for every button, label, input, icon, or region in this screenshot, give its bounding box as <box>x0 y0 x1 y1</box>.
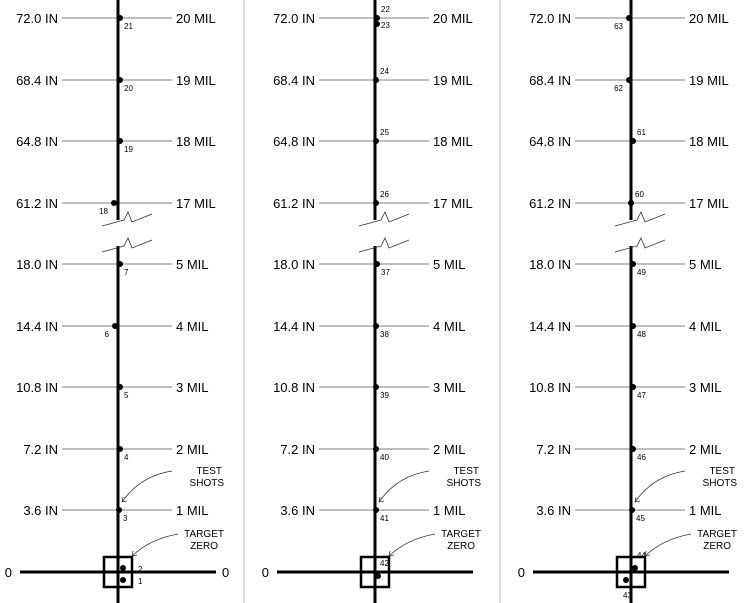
inch-label: 64.8 IN <box>529 134 571 149</box>
axis-break-lower <box>615 238 665 252</box>
shot-mark <box>111 200 117 206</box>
shot-mark <box>630 446 636 452</box>
inch-label: 7.2 IN <box>23 442 58 457</box>
shot-number: 60 <box>635 190 644 199</box>
mil-label: 3 MIL <box>176 380 209 395</box>
inch-label: 68.4 IN <box>16 73 58 88</box>
annotation-zero: ZERO <box>190 541 218 552</box>
shot-number: 44 <box>637 551 646 560</box>
shot-number: 45 <box>636 514 645 523</box>
zero-label-right: 0 <box>222 565 230 580</box>
inch-label: 72.0 IN <box>273 11 315 26</box>
shot-mark <box>626 15 632 21</box>
mil-label: 4 MIL <box>176 319 209 334</box>
zero-shot-mark <box>632 565 638 571</box>
mil-label: 18 MIL <box>176 134 216 149</box>
shot-mark <box>117 384 123 390</box>
annotation-target: TARGET <box>697 529 737 540</box>
target-panel-2 <box>262 0 482 603</box>
shot-number: 23 <box>381 21 390 30</box>
inch-label: 61.2 IN <box>16 196 58 211</box>
inch-label: 3.6 IN <box>536 503 571 518</box>
inch-label: 14.4 IN <box>529 319 571 334</box>
shot-number: 6 <box>104 330 109 339</box>
annotation-arrow <box>645 534 691 556</box>
zero-shot-mark <box>623 577 629 583</box>
shot-number: 26 <box>380 190 389 199</box>
inch-label: 68.4 IN <box>529 73 571 88</box>
shot-mark <box>116 507 122 513</box>
mil-label: 19 MIL <box>433 73 473 88</box>
mil-label: 4 MIL <box>689 319 722 334</box>
shot-mark <box>117 446 123 452</box>
annotation-zero: ZERO <box>447 541 475 552</box>
shot-mark <box>373 384 379 390</box>
shot-mark <box>373 323 379 329</box>
zero-label-left: 0 <box>261 565 269 580</box>
inch-label: 10.8 IN <box>273 380 315 395</box>
axis-break-upper <box>615 212 665 226</box>
annotation-shots: SHOTS <box>446 478 481 489</box>
annotation-arrow <box>379 471 429 502</box>
shot-number: 61 <box>637 128 646 137</box>
shot-number: 7 <box>124 268 129 277</box>
axis-break-upper <box>102 212 152 226</box>
shot-mark <box>373 77 379 83</box>
shot-number: 20 <box>124 84 133 93</box>
inch-label: 64.8 IN <box>273 134 315 149</box>
inch-label: 3.6 IN <box>280 503 315 518</box>
shot-number: 41 <box>380 514 389 523</box>
shot-number: 2 <box>138 565 143 574</box>
shot-number: 39 <box>380 391 389 400</box>
inch-label: 72.0 IN <box>16 11 58 26</box>
inch-label: 14.4 IN <box>16 319 58 334</box>
annotation-test: TEST <box>196 466 222 477</box>
inch-label: 18.0 IN <box>16 257 58 272</box>
mil-label: 19 MIL <box>176 73 216 88</box>
mil-label: 18 MIL <box>433 134 473 149</box>
shot-mark <box>630 261 636 267</box>
annotation-test: TEST <box>709 466 735 477</box>
shot-number: 25 <box>380 128 389 137</box>
mil-label: 5 MIL <box>689 257 722 272</box>
shot-mark <box>117 138 123 144</box>
shot-mark <box>630 138 636 144</box>
shot-mark <box>112 323 118 329</box>
shot-number: 43 <box>623 591 632 600</box>
mil-label: 5 MIL <box>176 257 209 272</box>
shot-mark <box>373 507 379 513</box>
zero-shot-mark <box>120 577 126 583</box>
shot-number: 46 <box>637 453 646 462</box>
mil-label: 20 MIL <box>689 11 729 26</box>
shot-number: 49 <box>637 268 646 277</box>
shot-mark <box>117 77 123 83</box>
mil-label: 4 MIL <box>433 319 466 334</box>
zero-shot-mark <box>120 565 126 571</box>
shot-number: 37 <box>381 268 390 277</box>
shot-mark <box>629 507 635 513</box>
inch-label: 64.8 IN <box>16 134 58 149</box>
shot-number: 63 <box>614 22 623 31</box>
shot-number: 1 <box>138 577 143 586</box>
target-panel-1 <box>5 0 229 603</box>
mil-label: 20 MIL <box>176 11 216 26</box>
inch-label: 7.2 IN <box>536 442 571 457</box>
mil-label: 2 MIL <box>433 442 466 457</box>
shot-mark <box>374 261 380 267</box>
inch-label: 7.2 IN <box>280 442 315 457</box>
shot-number: 38 <box>380 330 389 339</box>
shot-mark <box>373 138 379 144</box>
annotation-arrow <box>635 471 685 502</box>
inch-label: 10.8 IN <box>529 380 571 395</box>
shot-mark <box>626 77 632 83</box>
inch-label: 18.0 IN <box>529 257 571 272</box>
mil-label: 2 MIL <box>176 442 209 457</box>
mil-label: 17 MIL <box>176 196 216 211</box>
shot-number: 3 <box>123 514 128 523</box>
annotation-arrow <box>132 534 178 556</box>
shot-number: 5 <box>124 391 129 400</box>
mil-label: 3 MIL <box>689 380 722 395</box>
annotation-target: TARGET <box>184 529 224 540</box>
target-panel-3 <box>518 0 738 603</box>
mil-label: 20 MIL <box>433 11 473 26</box>
shot-number: 4 <box>124 453 129 462</box>
shot-number: 62 <box>614 84 623 93</box>
shot-mark <box>373 200 379 206</box>
shot-mark <box>374 15 380 21</box>
shot-number: 24 <box>380 67 389 76</box>
mil-label: 17 MIL <box>433 196 473 211</box>
mil-label: 5 MIL <box>433 257 466 272</box>
shot-mark <box>630 384 636 390</box>
zero-label-left: 0 <box>517 565 525 580</box>
mil-label: 3 MIL <box>433 380 466 395</box>
inch-label: 3.6 IN <box>23 503 58 518</box>
shot-mark <box>117 15 123 21</box>
annotation-zero: ZERO <box>703 541 731 552</box>
inch-label: 10.8 IN <box>16 380 58 395</box>
axis-break-lower <box>359 238 409 252</box>
shot-mark <box>628 200 634 206</box>
shot-mark <box>374 21 380 27</box>
mil-label: 2 MIL <box>689 442 722 457</box>
shot-number: 40 <box>380 453 389 462</box>
mil-label: 18 MIL <box>689 134 729 149</box>
annotation-shots: SHOTS <box>189 478 224 489</box>
zero-label-left: 0 <box>4 565 12 580</box>
shot-number: 19 <box>124 145 133 154</box>
shot-mark <box>117 261 123 267</box>
shot-mark <box>630 323 636 329</box>
inch-label: 61.2 IN <box>273 196 315 211</box>
inch-label: 61.2 IN <box>529 196 571 211</box>
mil-label: 17 MIL <box>689 196 729 211</box>
shot-number: 48 <box>637 330 646 339</box>
shot-number: 22 <box>381 5 390 14</box>
annotation-shots: SHOTS <box>702 478 737 489</box>
inch-label: 68.4 IN <box>273 73 315 88</box>
annotation-target: TARGET <box>441 529 481 540</box>
annotation-test: TEST <box>453 466 479 477</box>
inch-label: 18.0 IN <box>273 257 315 272</box>
mil-label: 19 MIL <box>689 73 729 88</box>
mil-label: 1 MIL <box>689 503 722 518</box>
annotation-arrow <box>389 534 435 556</box>
annotation-arrow <box>122 471 172 502</box>
shot-mark <box>373 446 379 452</box>
axis-break-upper <box>359 212 409 226</box>
shot-number: 47 <box>637 391 646 400</box>
inch-label: 72.0 IN <box>529 11 571 26</box>
shot-number: 42 <box>380 559 389 568</box>
shot-number: 21 <box>124 22 133 31</box>
mil-label: 1 MIL <box>176 503 209 518</box>
axis-break-lower <box>102 238 152 252</box>
inch-label: 14.4 IN <box>273 319 315 334</box>
mil-label: 1 MIL <box>433 503 466 518</box>
shot-number: 18 <box>99 207 108 216</box>
zero-shot-mark <box>375 573 381 579</box>
